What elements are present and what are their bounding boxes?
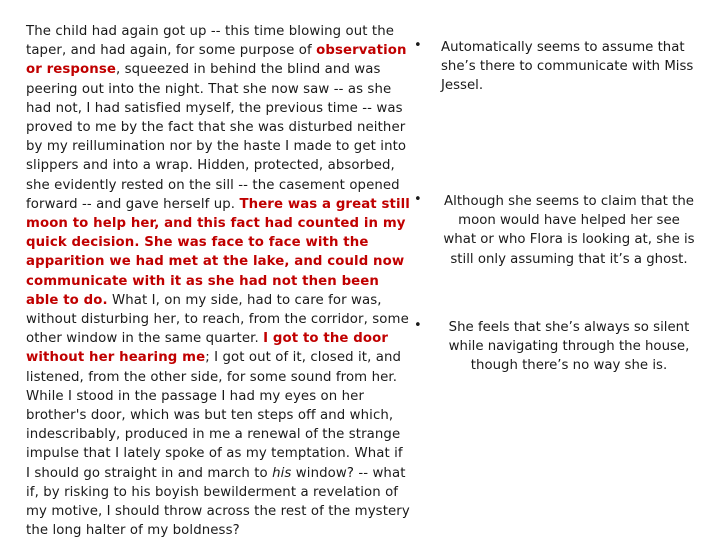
- passage-text: [26, 22, 410, 540]
- annotation-text: Although she seems to claim that the moon would have helped her see what or who Flora is looking at, she is still only assuming that it’s a ghost.: [443, 194, 695, 267]
- annotation-note: [414, 38, 710, 96]
- annotation-note: [414, 192, 710, 269]
- passage-segment: The child had again got up -- this time blowing out the taper, and had again, for some purpose of: [26, 24, 395, 59]
- annotation-note: [414, 318, 710, 376]
- bullet-icon: •: [414, 192, 422, 207]
- passage-segment: What I, on my side, had to care for was, without disturbing her, to reach, from the corridor, some other window in the same quarter.: [26, 292, 409, 347]
- annotation-notes: [414, 0, 714, 540]
- bullet-icon: •: [414, 318, 422, 333]
- italic-his: his: [272, 465, 292, 481]
- passage-segment: ; I got out of it, closed it, and listened, from the other side, for some sound from her. While I stood in the passage I had my eyes on her brother's door, which was but ten steps off and which, indescribably, produced in me a renewal of the strange impulse that I lately spoke of as my temptation. What if I should go straight in and march to: [26, 350, 403, 481]
- annotation-text: She feels that she’s always so silent while navigating through the house, though there’s no way she is.: [448, 320, 690, 374]
- bullet-icon: •: [414, 38, 422, 53]
- passage-segment: , squeezed in behind the blind and was peering out into the night. That she now saw -- as she had not, I had satisfied myself, the previous time -- was proved to me by the fact that she was disturbed neither by my reillumination nor by the haste I made to get into slippers and into a wrap. Hidden, protected, absorbed, she evidently rested on the sill -- the casement opened forward -- and gave herself up.: [26, 62, 407, 212]
- annotation-text: Automatically seems to assume that she’s there to communicate with Miss Jessel.: [441, 40, 694, 94]
- highlight-moon: There was a great still moon to help her, and this fact had counted in my quick decision. She was face to face with the apparition we had met at the lake, and could now communicate with it as she had not then been able to do.: [26, 196, 410, 308]
- highlight-door: I got to the door without her hearing me: [26, 331, 388, 366]
- highlight-observation: observation or response: [26, 43, 407, 78]
- passage-segment: window? -- what if, by risking to his boyish bewilderment a revelation of my motive, I should throw across the rest of the mystery the long halter of my boldness?: [26, 465, 410, 539]
